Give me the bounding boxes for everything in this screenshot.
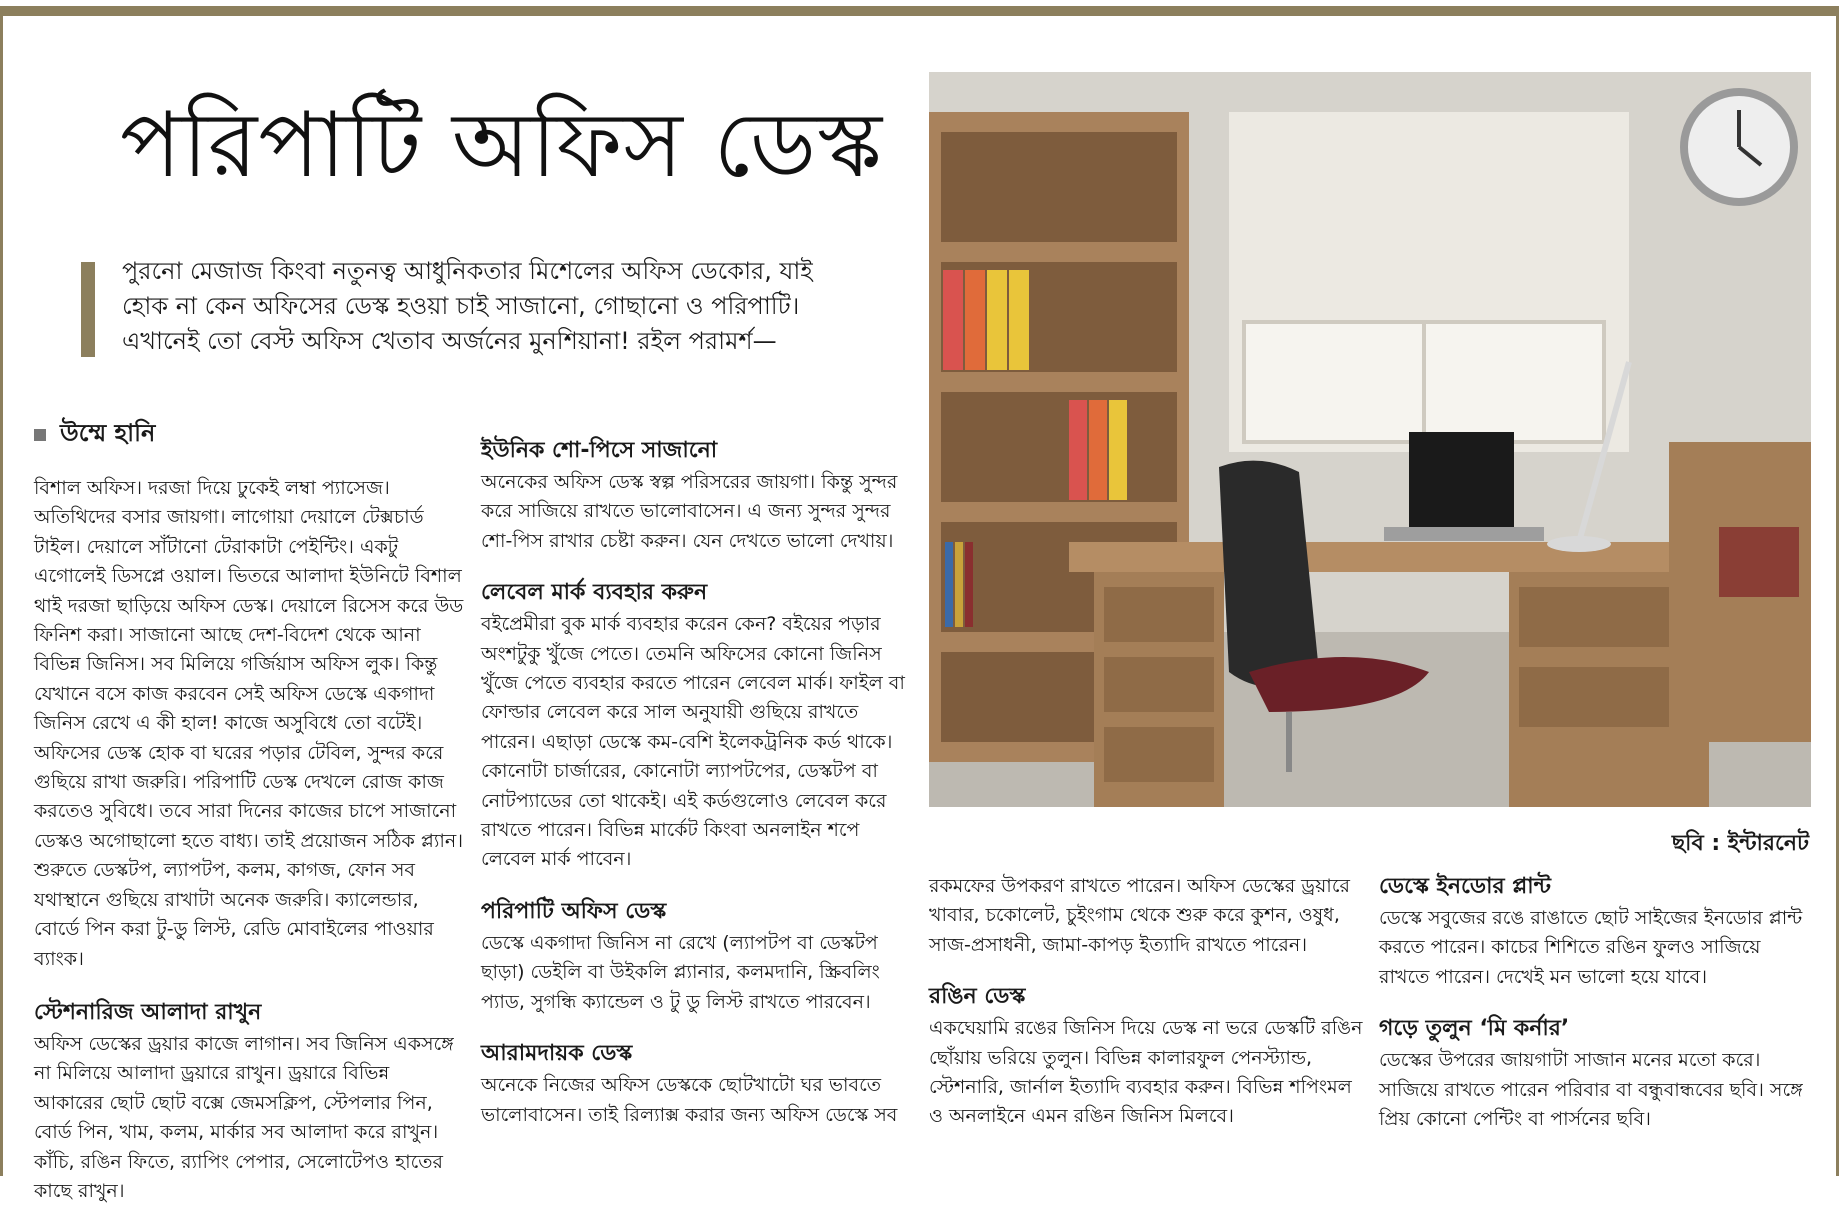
body-paragraph: বিশাল অফিস। দরজা দিয়ে ঢুকেই লম্বা প্যাসেজ। অতিথিদের বসার জায়গা। লাগোয়া দেয়ালে টেক্সচার্ড টাইল। দেয়ালে সাঁটানো টেরাকাটা পেইন্টিং। একটু এগোলেই ডিসপ্লে ওয়াল। ভিতরে আলাদা ইউনিটে বিশাল থাই দরজা ছাড়িয়ে অফিস ডেস্ক। দেয়ালে রিসেস করে উড ফিনিশ করা। সাজানো আছে দেশ-বিদেশ থেকে আনা বিভিন্ন জিনিস। সব মিলিয়ে গর্জিয়াস অফিস লুক। কিন্তু যেখানে বসে কাজ করবেন সেই অফিস ডেস্কে একগাদা জিনিস রেখে এ কী হাল! কাজে অসুবিধে তো বটেই। অফিসের ডেস্ক হোক বা ঘরের পড়ার টেবিল, সুন্দর করে গুছিয়ে রাখা জরুরি। পরিপাটি ডেস্ক দেখলে রোজ কাজ করতেও সুবিধে। তবে সারা দিনের কাজের চাপে সাজানো ডেস্কও অগোছালো হতে বাধ্য। তাই প্রয়োজন সঠিক প্ল্যান। শুরুতে ডেস্কটপ, ল্যাপটপ, কলম, কাগজ, ফোন সব যথাস্থানে গুছিয়ে রাখাটা অনেক জরুরি। ক্যালেন্ডার, বোর্ডে পিন করা টু-ডু লিস্ট, রেডি মোবাইলের পাওয়ার ব্যাংক। xyxy=(34,477,464,970)
column-4 xyxy=(1379,872,1809,1156)
section-label-mark xyxy=(481,578,911,875)
intro-accent-bar xyxy=(81,262,95,357)
heading-indoor-plant: ডেস্কে ইনডোর প্লান্ট xyxy=(1379,874,1551,899)
office-scene-illustration xyxy=(929,72,1811,807)
heading-label-mark: লেবেল মার্ক ব্যবহার করুন xyxy=(481,580,708,606)
section-indoor-plant xyxy=(1379,872,1809,992)
section-colorful-desk xyxy=(929,982,1369,1132)
section-continued xyxy=(929,872,1369,960)
paragraph-showpiece: অনেকের অফিস ডেস্ক স্বল্প পরিসরের জায়গা। কিন্তু সুন্দর করে সাজিয়ে রাখতে ভালোবাসেন। এ জন্য সুন্দর সুন্দর শো-পিস রাখার চেষ্টা করুন। যেন দেখতে ভালো দেখায়। xyxy=(481,471,898,552)
headline: পরিপাটি অফিস ডেস্ক xyxy=(120,93,884,198)
column-1 xyxy=(34,474,464,1228)
author-name: উম্মে হানি xyxy=(60,419,156,447)
square-bullet-icon xyxy=(34,429,46,441)
column-2 xyxy=(481,436,911,1152)
heading-comfort-desk: আরামদায়ক ডেস্ক xyxy=(481,1041,633,1067)
photo-caption: ছবি : ইন্টারনেট xyxy=(1671,831,1809,856)
heading-showpiece: ইউনিক শো-পিসে সাজানো xyxy=(481,438,718,463)
paragraph-indoor-plant: ডেস্কে সবুজের রঙে রাঙাতে ছোট সাইজের ইনডোর প্লান্ট করতে পারেন। কাচের শিশিতে রঙিন ফুলও সাজিয়ে রাখতে পারেন। দেখেই মন ভালো হয়ে যাবে। xyxy=(1379,907,1803,988)
paragraph-me-corner: ডেস্কের উপরের জায়গাটা সাজান মনের মতো করে। সাজিয়ে রাখতে পারেন পরিবার বা বন্ধুবান্ধবের ছবি। সঙ্গে প্রিয় কোনো পেন্টিং বা পার্সনের ছবি। xyxy=(1379,1049,1803,1131)
heading-tidy-desk: পরিপাটি অফিস ডেস্ক xyxy=(481,898,667,924)
paragraph-stationery: অফিস ডেস্কের ড্রয়ার কাজে লাগান। সব জিনিস একসঙ্গে না মিলিয়ে আলাদা ড্রয়ারে রাখুন। ড্রয়ারে বিভিন্ন আকারের ছোট ছোট বক্সে জেমসক্লিপ, স্টেপলার পিন, বোর্ড পিন, খাম, কলম, মার্কার সব আলাদা করে রাখুন। কাঁচি, রঙিন ফিতে, র‍্যাপিং পেপার, সেলোটেপও হাতের কাছে রাখুন। xyxy=(34,1032,454,1202)
heading-colorful-desk: রঙিন ডেস্ক xyxy=(929,984,1026,1010)
section-me-corner xyxy=(1379,1014,1809,1134)
byline xyxy=(34,415,155,455)
paragraph-continued: রকমফের উপকরণ রাখতে পারেন। অফিস ডেস্কের ড্রয়ারে খাবার, চকোলেট, চুইংগাম থেকে শুরু করে কুশন, ওষুধ, সাজ-প্রসাধনী, জামা-কাপড় ইত্যাদি রাখতে পারেন। xyxy=(929,875,1350,956)
paragraph-tidy-desk: ডেস্কে একগাদা জিনিস না রেখে (ল্যাপটপ বা ডেস্কটপ ছাড়া) ডেইলি বা উইকলি প্ল্যানার, কলমদানি, স্ক্রিবলিং প্যাড, সুগন্ধি ক্যান্ডেল ও টু ডু লিস্ট রাখতে পারবেন। xyxy=(481,931,880,1013)
intro-paragraph: পুরনো মেজাজ কিংবা নতুনত্ব আধুনিকতার মিশেলের অফিস ডেকোর, যাই হোক না কেন অফিসের ডেস্ক হওয়া চাই সাজানো, গোছানো ও পরিপাটি। এখানেই তো বেস্ট অফিস খেতাব অর্জনের মুনশিয়ানা! রইল পরামর্শ— xyxy=(122,257,813,355)
heading-stationery: স্টেশনারিজ আলাদা রাখুন xyxy=(34,999,262,1025)
top-rule xyxy=(0,6,1839,16)
office-desk-photo xyxy=(929,72,1811,807)
section-tidy-desk xyxy=(481,897,911,1017)
frame-left xyxy=(0,6,3,1176)
paragraph-label-mark: বইপ্রেমীরা বুক মার্ক ব্যবহার করেন কেন? বইয়ের পড়ার অংশটুকু খুঁজে পেতে। তেমনি অফিসের কোনো জিনিস খুঁজে পেতে ব্যবহার করতে পারেন লেবেল মার্ক। ফাইল বা ফোল্ডার লেবেল করে সাল অনুযায়ী গুছিয়ে রাখতে পারেন। এছাড়া ডেস্কে কম-বেশি ইলেকট্রনিক কর্ড থাকে। কোনোটা চার্জারের, কোনোটা ল্যাপটপের, ডেস্কটপ বা নোটপ্যাডের তো থাকেই। এই কর্ডগুলোও লেবেল করে রাখতে পারেন। বিভিন্ন মার্কেট কিংবা অনলাইন শপে লেবেল মার্ক পাবেন। xyxy=(481,613,905,871)
heading-me-corner: গড়ে তুলুন ‘মি কর্নার’ xyxy=(1379,1016,1570,1042)
section-showpiece xyxy=(481,436,911,556)
column-3 xyxy=(929,872,1369,1154)
section-comfort-desk xyxy=(481,1039,911,1130)
paragraph-colorful-desk: একঘেয়ামি রঙের জিনিস দিয়ে ডেস্ক না ভরে ডেস্কটি রঙিন ছোঁয়ায় ভরিয়ে তুলুন। বিভিন্ন কালারফুল পেনস্ট্যান্ড, স্টেশনারি, জার্নাল ইত্যাদি ব্যবহার করুন। বিভিন্ন শপিংমল ও অনলাইনে এমন রঙিন জিনিস মিলবে। xyxy=(929,1017,1363,1128)
section-stationery xyxy=(34,998,464,1206)
section-intro-body xyxy=(34,474,464,974)
paragraph-comfort-desk: অনেকে নিজের অফিস ডেস্ককে ছোটখাটো ঘর ভাবতে ভালোবাসেন। তাই রিল্যাক্স করার জন্য অফিস ডেস্কে সব xyxy=(481,1074,898,1126)
